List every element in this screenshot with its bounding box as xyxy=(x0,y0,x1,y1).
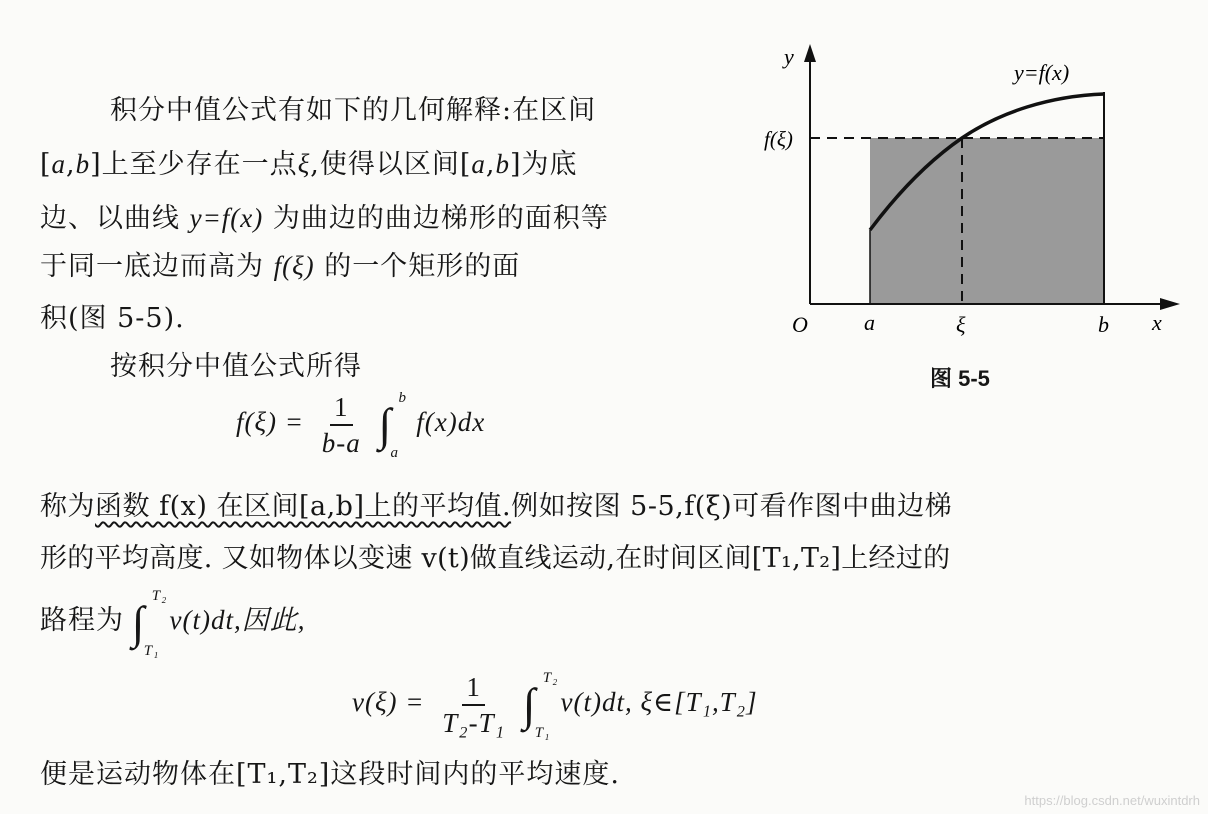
paragraph-3-line-2: 形的平均高度. 又如物体以变速 v(t)做直线运动,在时间区间[T₁,T₂]上经过的 xyxy=(40,543,951,574)
y-axis-label: y xyxy=(784,44,794,69)
equation-1-fraction: $\frac{1}{b-a}$ xyxy=(321,392,361,458)
figure-5-5 xyxy=(760,40,1200,370)
paragraph-1-line-4: 于同一底边而高为 f(ξ) 的一个矩形的面 xyxy=(40,251,521,282)
tick-a-label: a xyxy=(864,310,875,335)
paragraph-2: 按积分中值公式所得 xyxy=(110,351,362,382)
integral-sign: ∫ b a xyxy=(378,390,408,461)
tick-xi-label: ξ xyxy=(956,312,966,337)
watermark: https://blog.csdn.net/wuxintdrh xyxy=(1024,793,1200,808)
paragraph-1-line-1: 积分中值公式有如下的几何解释:在区间 xyxy=(110,95,597,126)
equation-average-velocity: v(ξ) = $\frac{1}{\text{T₂-T₁}}$ ∫ T₂ T₁ v(t)dt, ξ∈[T₁,T₂] xyxy=(352,670,758,741)
tick-b-label: b xyxy=(1098,312,1109,337)
equation-2-fraction: $\frac{1}{\text{T₂-T₁}}$ xyxy=(442,672,506,738)
paragraph-1-line-2: [a,b]上至少存在一点ξ,使得以区间[a,b]为底 xyxy=(40,149,578,180)
figure-caption: 图 5-5 xyxy=(930,366,990,391)
equation-mean-value: f(ξ) = $\frac{1}{b-a}$ ∫ b a f(x)dx xyxy=(236,390,486,461)
integral-sign: ∫ T₂ T₁ xyxy=(131,587,168,659)
paragraph-1-line-5: 积(图 5-5). xyxy=(40,303,185,334)
x-axis-arrow xyxy=(1160,298,1180,310)
average-value-definition: 函数 f(x) 在区间[a,b]上的平均值. xyxy=(95,491,512,522)
paragraph-3-line-1: 称为函数 f(x) 在区间[a,b]上的平均值.例如按图 5-5,f(ξ)可看作图中曲边梯 xyxy=(40,491,953,522)
curve-equation: y=f(x) xyxy=(189,203,264,233)
integral-sign: ∫ T₂ T₁ xyxy=(522,670,559,741)
paragraph-4: 便是运动物体在[T₁,T₂]这段时间内的平均速度. xyxy=(40,759,620,790)
paragraph-3-line-3: 路程为 ∫ T₂ T₁ v(t)dt,因此, xyxy=(40,587,306,659)
x-axis-label: x xyxy=(1152,310,1162,335)
y-axis-arrow xyxy=(804,44,816,62)
origin-label: O xyxy=(792,312,808,337)
paragraph-1-line-3: 边、以曲线 y=f(x) 为曲边的曲边梯形的面积等 xyxy=(40,203,609,234)
fxi-label: f(ξ) xyxy=(764,127,793,151)
curve-label: y=f(x) xyxy=(1014,60,1070,85)
